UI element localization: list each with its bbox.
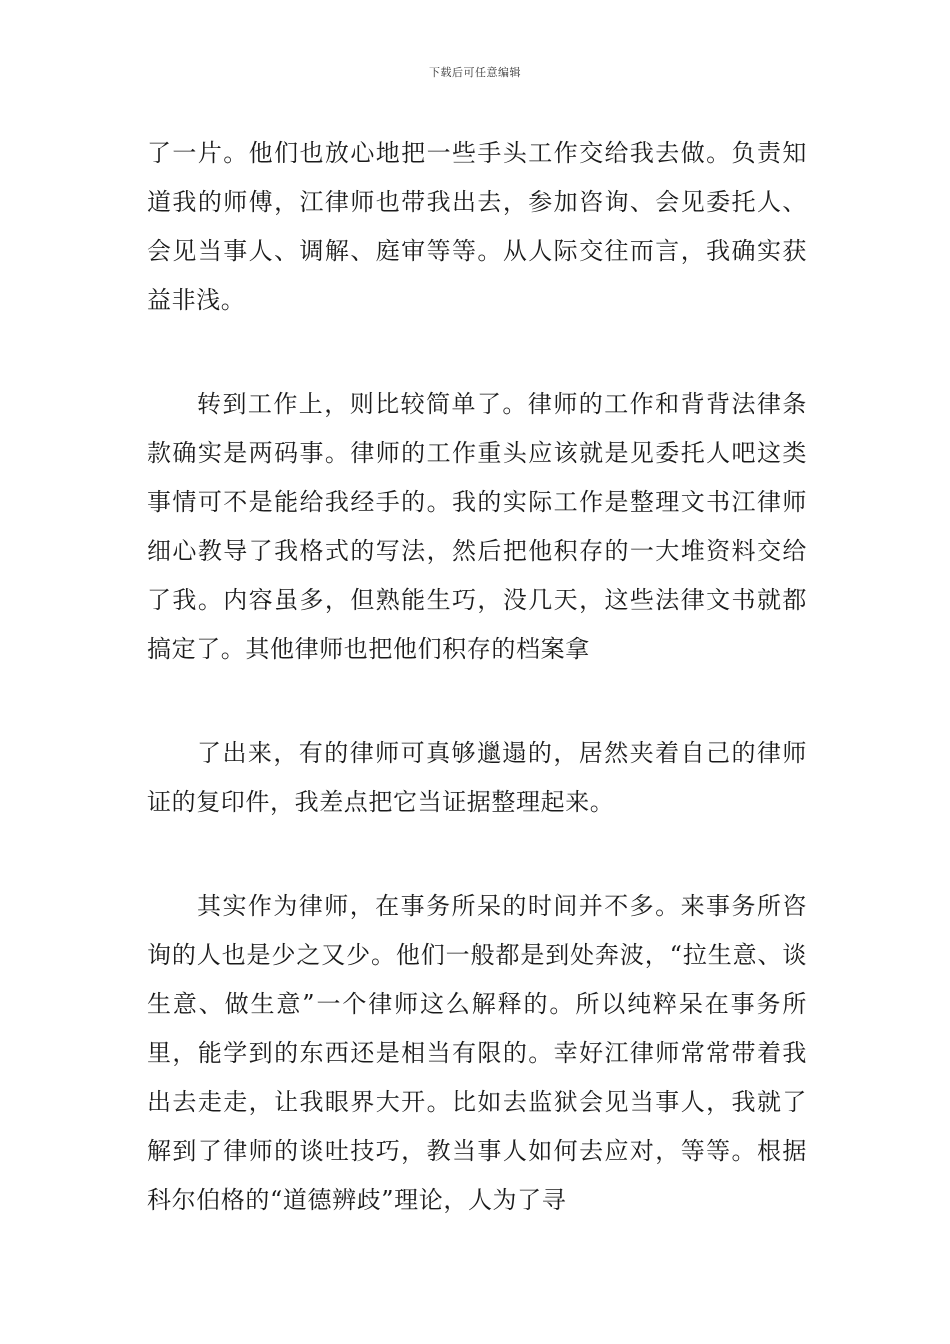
paragraph-spacer	[147, 325, 807, 380]
paragraph: 转到工作上，则比较简单了。律师的工作和背背法律条款确实是两码事。律师的工作重头应该就是见委托人吧这类事情可不是能给我经手的。我的实际工作是整理文书江律师细心教导了我格式的写法，然后把他积存的一大堆资料交给了我。内容虽多，但熟能生巧，没几天，这些法律文书就都搞定了。其他律师也把他们积存的档案拿	[147, 390, 807, 663]
paragraph: 其实作为律师，在事务所呆的时间并不多。来事务所咨询的人也是少之又少。他们一般都是到处奔波，“拉生意、谈生意、做生意”一个律师这么解释的。所以纯粹呆在事务所里，能学到的东西还是相当有限的。幸好江律师常常带着我出去走走，让我眼界大开。比如去监狱会见当事人，我就了解到了律师的谈吐技巧，教当事人如何去应对，等等。根据科尔伯格的“道德辨歧”理论，人为了寻	[147, 892, 807, 1214]
paragraph-spacer	[147, 674, 807, 729]
document-body	[147, 129, 807, 1225]
paragraph: 了出来，有的律师可真够邋遢的，居然夹着自己的律师证的复印件，我差点把它当证据整理起来。	[147, 739, 807, 816]
paragraph-continuation: 了一片。他们也放心地把一些手头工作交给我去做。负责知道我的师傅，江律师也带我出去，参加咨询、会见委托人、会见当事人、调解、庭审等等。从人际交往而言，我确实获益非浅。	[147, 139, 807, 314]
paragraph-spacer	[147, 827, 807, 882]
page-header: 下载后可任意编辑	[429, 66, 521, 79]
